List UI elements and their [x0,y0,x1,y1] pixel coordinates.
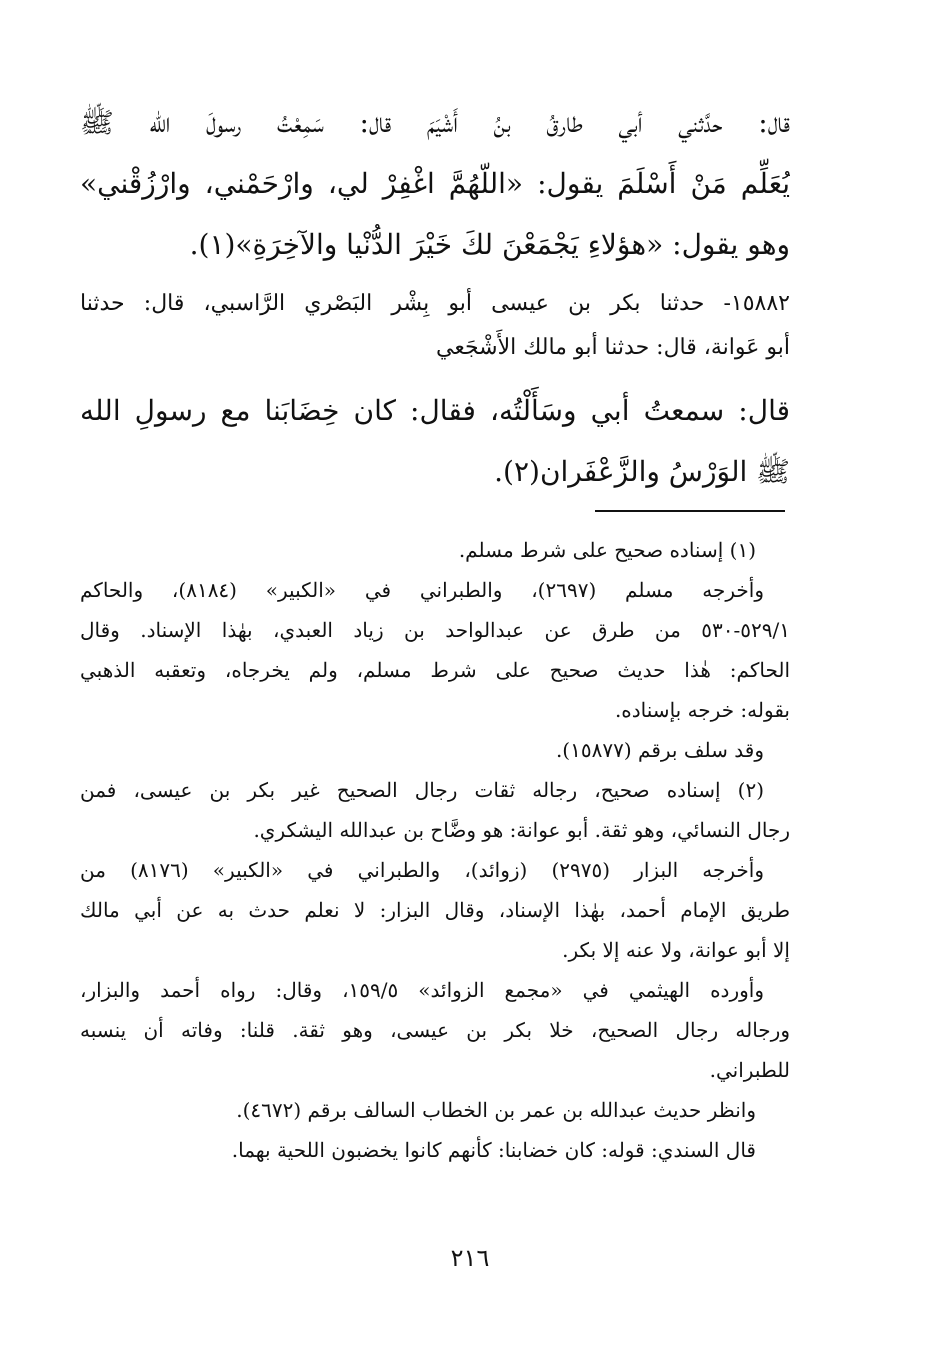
footnote-paragraph [80,530,790,570]
footnotes [80,530,790,1170]
footnote-line: ورجاله رجال الصحيح، خلا بكر بن عيسى، وهو ثقة. قلنا: وفاته أن ينسبه [80,1018,790,1042]
footnote-line: الحاكم: هٰذا حديث صحيح على شرط مسلم، ولم يخرجاه، وتعقبه الذهبي [80,658,790,682]
footnote-paragraph [80,970,790,1090]
text-line: ١٥٨٨٢- حدثنا بكر بن عيسى أبو بِشْر البَصْري الرَّاسبي، قال: حدثنا [80,291,790,316]
footnote-paragraph [80,850,790,970]
footnote-line: رجال النسائي، وهو ثقة. أبو عوانة: هو وضَّاح بن عبدالله اليشكري. [253,818,790,842]
footnote-paragraph [80,730,790,770]
footnote-line: وقد سلف برقم (١٥٨٧٧). [555,738,764,762]
footnote-line: طريق الإمام أحمد، بهٰذا الإسناد، وقال البزار: لا نعلم حدث به عن أبي مالك [80,898,790,922]
footnote-paragraph [80,570,790,730]
footnote-divider [595,510,785,512]
text-line: يُعَلِّم مَنْ أَسْلَمَ يقول: «اللّهُمَّ اغْفِرْ لي، وارْحَمْني، وارْزُقْني» [80,167,790,200]
footnote-line: وانظر حديث عبدالله بن عمر بن الخطاب السالف برقم (٤٦٧٢). [236,1098,756,1122]
footnote-paragraph [80,770,790,850]
footnote-line: وأورده الهيثمي في «مجمع الزوائد» ١٥٩/٥، وقال: رواه أحمد والبزار، [80,978,764,1002]
footnote-line: (٢) إسناده صحيح، رجاله ثقات رجال الصحيح غير بكر بن عيسى، فمن [80,778,764,802]
text-line: قال: سمعتُ أبي وسَأَلْتُه، فقال: كان خِضَابَنا مع رسولِ الله [80,394,790,427]
hadith-15882-matn [80,380,790,502]
footnote-line: للطبراني. [709,1058,790,1082]
text-line: ﷺ الوَرْسُ والزَّعْفَران(٢). [494,455,790,488]
hadith-15882-isnad [80,282,790,370]
footnote-paragraph [80,1130,790,1170]
footnote-line: وأخرجه مسلم (٢٦٩٧)، والطبراني في «الكبير» (٨١٨٤)، والحاكم [80,578,764,602]
footnote-line: قال السندي: قوله: كان خضابنا: كأنهم كانوا يخضبون اللحية بهما. [231,1138,756,1162]
footnote-line: ٥٢٩/١-٥٣٠ من طرق عن عبدالواحد بن زياد العبدي، بهٰذا الإسناد. وقال [80,618,790,642]
text-line: قال: حدَّثني أبي طارقُ بنُ أَشْيَمَ قال: سَمِعْتُ رسولَ الله ﷺ [80,106,790,139]
hadith-continuation [80,92,790,275]
footnote-line: (١) إسناده صحيح على شرط مسلم. [458,538,756,562]
footnote-line: بقوله: خرجه بإسناده. [614,698,790,722]
footnote-line: إلا أبو عوانة، ولا عنه إلا بكر. [562,938,790,962]
footnote-line: وأخرجه البزار (٢٩٧٥) (زوائد)، والطبراني في «الكبير» (٨١٧٦) من [80,858,764,882]
text-line: وهو يقول: «هؤلاءِ يَجْمَعْنَ لكَ خَيْرَ الدُّنْيا والآخِرَةِ»(١). [189,228,790,261]
text-line: أبو عَوانة، قال: حدثنا أبو مالك الأَشْجَعي [436,335,790,360]
page-number: ٢١٦ [450,1244,490,1272]
footnote-paragraph [80,1090,790,1130]
